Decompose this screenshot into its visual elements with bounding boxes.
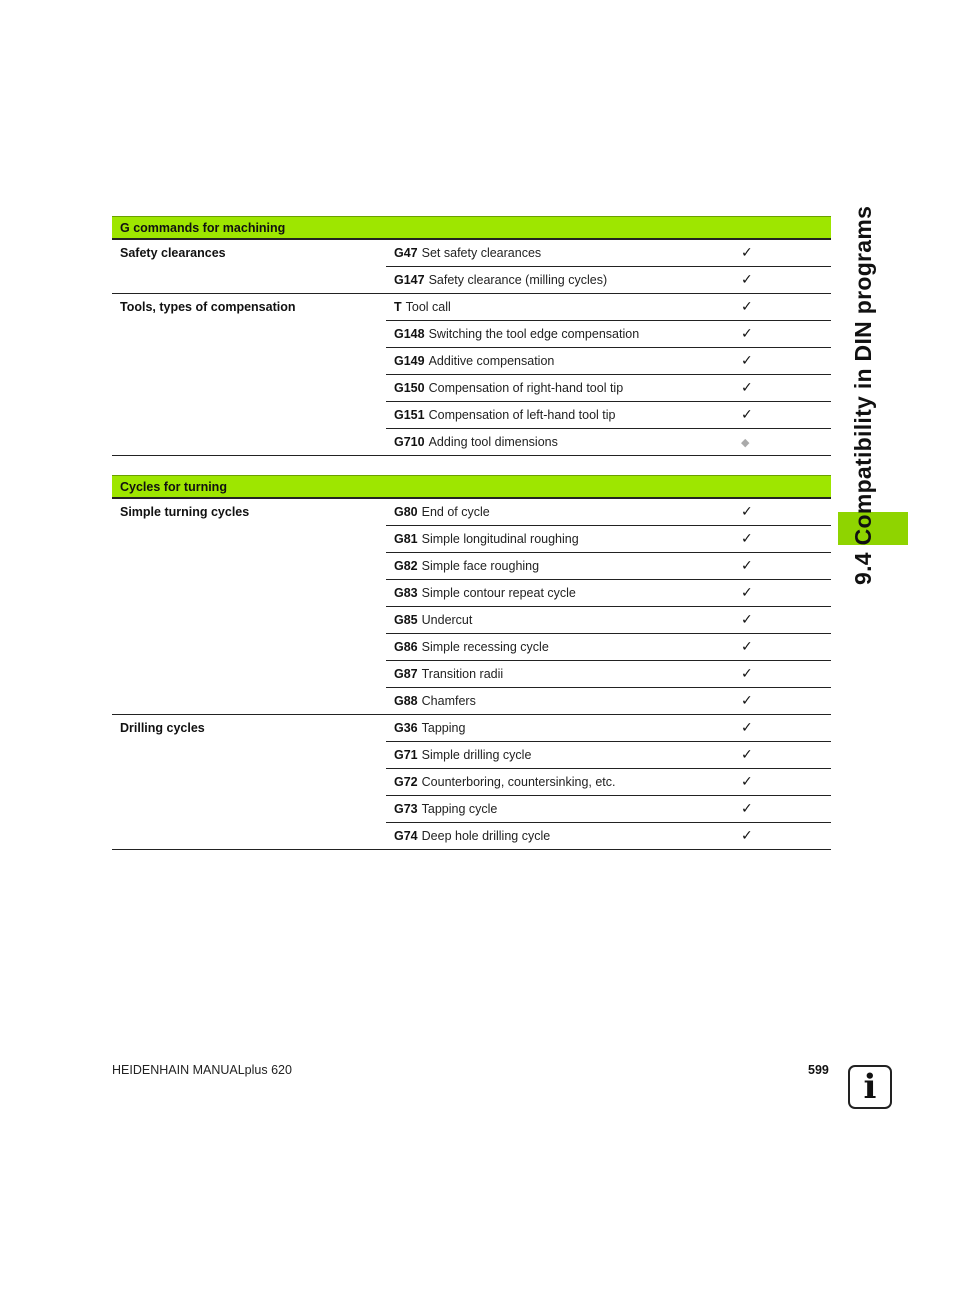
g-code-description: Chamfers	[421, 694, 476, 708]
g-code-description: Undercut	[421, 613, 473, 627]
g-code-description: Deep hole drilling cycle	[421, 829, 551, 843]
diamond-icon: ◆	[741, 435, 750, 449]
g-code: G85	[394, 613, 418, 627]
g-code: G149	[394, 354, 425, 368]
g-code-description: Safety clearance (milling cycles)	[428, 273, 608, 287]
g-code-description: Additive compensation	[428, 354, 555, 368]
table-group-drilling-cycles	[112, 715, 831, 850]
table-g-commands-machining	[112, 216, 831, 456]
g-code: G81	[394, 532, 418, 546]
check-icon: ✓	[741, 666, 753, 682]
table-row	[386, 769, 831, 796]
page-number: 599	[808, 1063, 829, 1077]
g-code-description: Simple contour repeat cycle	[421, 586, 576, 600]
g-code-description: Counterboring, countersinking, etc.	[421, 775, 616, 789]
table-row	[386, 321, 831, 348]
table-row	[386, 580, 831, 607]
check-icon: ✓	[741, 774, 753, 790]
g-code: G47	[394, 246, 418, 260]
table-row	[386, 402, 831, 429]
chapter-side-title: 9.4 Compatibility in DIN programs	[850, 205, 876, 585]
g-code-description: Compensation of right-hand tool tip	[428, 381, 624, 395]
table-row	[386, 688, 831, 714]
g-code-description: Simple longitudinal roughing	[421, 532, 579, 546]
g-code-description: Adding tool dimensions	[428, 435, 558, 449]
table-row	[386, 499, 831, 526]
g-code-description: Transition radii	[421, 667, 504, 681]
g-code: G86	[394, 640, 418, 654]
table-group-simple-turning-cycles	[112, 499, 831, 715]
g-code-description: Switching the tool edge compensation	[428, 327, 640, 341]
table-row	[386, 375, 831, 402]
check-icon: ✓	[741, 272, 753, 288]
g-code-description: End of cycle	[421, 505, 490, 519]
g-code: G147	[394, 273, 425, 287]
check-icon: ✓	[741, 585, 753, 601]
table-row	[386, 267, 831, 293]
table-row	[386, 429, 831, 455]
g-code: G71	[394, 748, 418, 762]
check-icon: ✓	[741, 407, 753, 423]
group-label: Drilling cycles	[120, 721, 205, 735]
group-label: Tools, types of compensation	[120, 300, 296, 314]
g-code-description: Simple recessing cycle	[421, 640, 549, 654]
g-code-description: Compensation of left-hand tool tip	[428, 408, 616, 422]
g-code: G148	[394, 327, 425, 341]
check-icon: ✓	[741, 747, 753, 763]
table-cycles-turning	[112, 475, 831, 850]
footer-manual-title: HEIDENHAIN MANUALplus 620	[112, 1063, 292, 1077]
g-code-description: Simple face roughing	[421, 559, 540, 573]
check-icon: ✓	[741, 720, 753, 736]
table-header: Cycles for turning	[112, 475, 831, 499]
g-code: G88	[394, 694, 418, 708]
table-row	[386, 634, 831, 661]
g-code: G83	[394, 586, 418, 600]
check-icon: ✓	[741, 612, 753, 628]
check-icon: ✓	[741, 639, 753, 655]
table-group-tools-compensation	[112, 294, 831, 456]
check-icon: ✓	[741, 693, 753, 709]
check-icon: ✓	[741, 326, 753, 342]
g-code: G72	[394, 775, 418, 789]
g-code: G82	[394, 559, 418, 573]
g-code-description: Set safety clearances	[421, 246, 542, 260]
table-row	[386, 526, 831, 553]
check-icon: ✓	[741, 245, 753, 261]
check-icon: ✓	[741, 353, 753, 369]
g-code: G151	[394, 408, 425, 422]
g-code: G80	[394, 505, 418, 519]
g-code: T	[394, 300, 402, 314]
g-code: G36	[394, 721, 418, 735]
check-icon: ✓	[741, 558, 753, 574]
table-header: G commands for machining	[112, 216, 831, 240]
table-row	[386, 240, 831, 267]
table-row	[386, 742, 831, 769]
g-code: G87	[394, 667, 418, 681]
g-code-description: Tapping	[421, 721, 466, 735]
table-row	[386, 715, 831, 742]
table-row	[386, 348, 831, 375]
table-row	[386, 294, 831, 321]
group-label: Safety clearances	[120, 246, 226, 260]
info-icon: i	[848, 1065, 892, 1109]
check-icon: ✓	[741, 828, 753, 844]
check-icon: ✓	[741, 531, 753, 547]
check-icon: ✓	[741, 380, 753, 396]
g-code: G150	[394, 381, 425, 395]
g-code-description: Tapping cycle	[421, 802, 498, 816]
g-code: G710	[394, 435, 425, 449]
g-code-description: Simple drilling cycle	[421, 748, 532, 762]
check-icon: ✓	[741, 504, 753, 520]
group-label: Simple turning cycles	[120, 505, 250, 519]
table-row	[386, 796, 831, 823]
table-row	[386, 553, 831, 580]
table-row	[386, 661, 831, 688]
table-row	[386, 823, 831, 849]
g-code-description: Tool call	[405, 300, 451, 314]
table-group-safety-clearances	[112, 240, 831, 294]
check-icon: ✓	[741, 299, 753, 315]
table-row	[386, 607, 831, 634]
g-code: G73	[394, 802, 418, 816]
g-code: G74	[394, 829, 418, 843]
check-icon: ✓	[741, 801, 753, 817]
